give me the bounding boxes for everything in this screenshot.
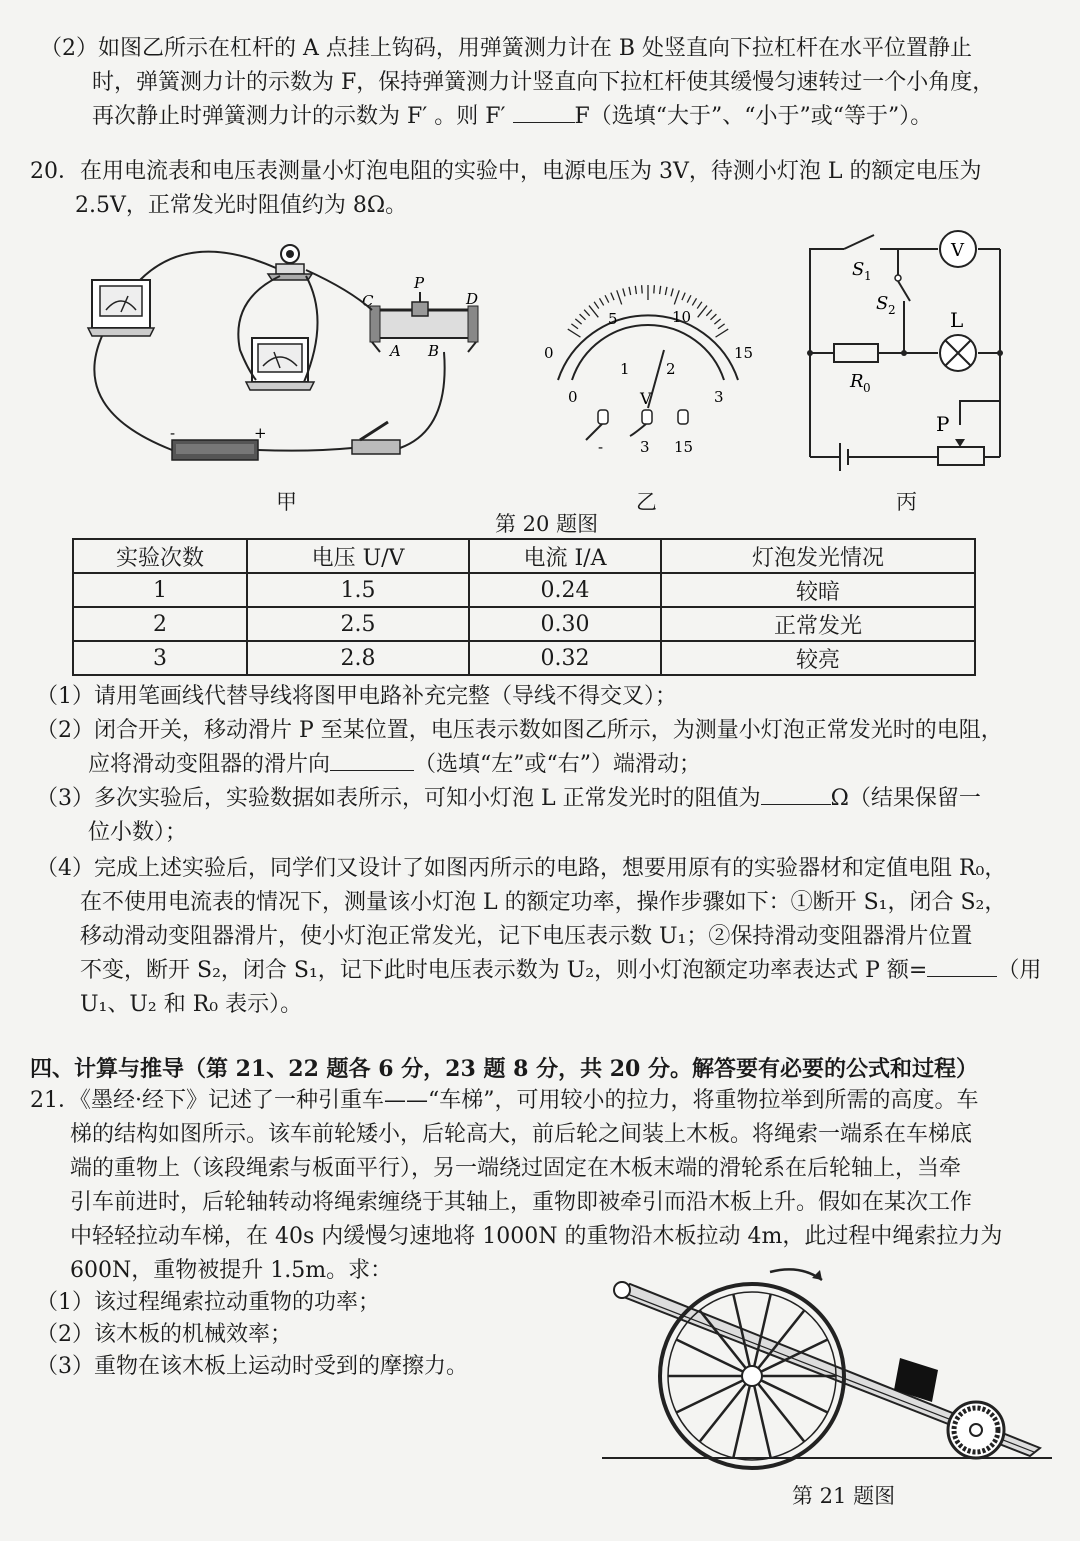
lamp-on-stand: [268, 245, 312, 280]
q20-sub2-blank[interactable]: [330, 748, 414, 771]
schematic-S2-sub: 2: [888, 303, 896, 317]
rheostat: [370, 292, 478, 352]
terminals: [598, 410, 688, 424]
dial-tick: [605, 295, 609, 302]
dial-tick: [594, 302, 599, 309]
q20-stem-line1: 20．在用电流表和电压表测量小灯泡电阻的实验中，电源电压为 3V，待测小灯泡 L 的额定电压为: [30, 159, 982, 184]
bottom-tick-1: 1: [620, 360, 630, 378]
figure-20-caption: 第 20 题图: [495, 512, 599, 536]
dial-tick: [654, 285, 655, 293]
top-tick-15: 15: [734, 344, 754, 362]
table-cell: 1.5: [247, 573, 469, 607]
table-header: 实验次数: [73, 539, 247, 573]
middle-meter: [246, 338, 314, 390]
dial-tick: [629, 287, 631, 295]
dial-tick: [599, 298, 603, 305]
dial-tick: [706, 310, 712, 316]
table-row: [73, 573, 975, 607]
q20-stem-line2: 2.5V，正常发光时阻值约为 8Ω。: [75, 193, 408, 218]
table-cell: 0.30: [469, 607, 661, 641]
q21-line5: 中轻轻拉动车梯，在 40s 内缓慢匀速地将 1000N 的重物沿木板拉动 4m，此过程中绳索拉力为: [70, 1224, 1003, 1249]
schematic-R0-sub: 0: [863, 381, 871, 395]
q20-sub4-post: （用: [997, 958, 1042, 983]
dial-tick: [575, 319, 581, 324]
dial-tick: [718, 324, 725, 329]
schematic-S2: S: [876, 293, 889, 314]
q21-line2: 梯的结构如图所示。该车前轮矮小，后轮高大，前后轮之间装上木板。将绳索一端系在车梯底: [70, 1122, 973, 1147]
dial-tick: [674, 290, 679, 304]
section-4-heading: 四、计算与推导（第 21、22 题各 6 分，23 题 8 分，共 20 分。解答要有必要的公式和过程）: [30, 1056, 979, 1082]
dial-tick: [665, 287, 667, 295]
q19-answer-blank[interactable]: [513, 100, 575, 123]
q21-line4: 引车前进时，后轮轴转动将绳索缠绕于其轴上，重物即被牵引而沿木板上升。假如在某次工作: [70, 1190, 973, 1215]
dial-tick: [623, 288, 625, 296]
q21-line6: 600N，重物被提升 1.5m。求：: [70, 1258, 393, 1283]
left-meter: [88, 280, 154, 336]
q20-sub3-blank[interactable]: [761, 782, 831, 805]
battery-plus-label: +: [254, 424, 267, 442]
schematic-S1-sub: 1: [864, 269, 872, 283]
dial-tick: [611, 293, 614, 301]
q21-sub2: （2）该木板的机械效率；: [36, 1322, 292, 1347]
terminal-minus: -: [598, 438, 604, 456]
table-row: [73, 607, 975, 641]
top-tick-5: 5: [608, 310, 618, 328]
dial-tick: [571, 324, 578, 329]
wheel-spoke: [761, 1380, 828, 1412]
switch: [352, 422, 400, 454]
table-cell: 3: [73, 641, 247, 675]
wheel-spoke: [676, 1380, 743, 1412]
table-header-row: [73, 539, 975, 573]
dial-tick: [714, 319, 720, 324]
q20-sub4-line4: [80, 954, 1041, 988]
figure-jia-circuit: [80, 240, 500, 480]
table-cell: 0.32: [469, 641, 661, 675]
q20-sub2-pre: 应将滑动变阻器的滑片向: [88, 752, 331, 777]
figure-21-cart-ladder: [600, 1258, 1060, 1472]
q21-sub3: （3）重物在该木板上运动时受到的摩擦力。: [36, 1354, 468, 1379]
table-row: [73, 641, 975, 675]
label-yi: 乙: [636, 490, 657, 514]
experiment-table: [72, 538, 976, 676]
table-cell: 较亮: [661, 641, 975, 675]
q20-sub3-line1: [36, 782, 981, 816]
dial-tick: [660, 286, 661, 294]
label-D: D: [466, 290, 479, 308]
table-cell: 正常发光: [661, 607, 975, 641]
q20-sub2-line2: [88, 748, 701, 782]
figure-21-caption: 第 21 题图: [792, 1484, 896, 1508]
table-header: 灯泡发光情况: [661, 539, 975, 573]
dial-tick: [580, 314, 586, 320]
dial-ticks: [568, 285, 728, 337]
q20-sub3-pre: （3）多次实验后，实验数据如表所示，可知小灯泡 L 正常发光时的阻值为: [36, 786, 761, 811]
table-cell: 2: [73, 607, 247, 641]
q21-line3: 端的重物上（该段绳索与板面平行），另一端绕过固定在木板末端的滑轮系在后轮轴上，当牵: [70, 1156, 962, 1181]
dial-tick: [635, 286, 636, 294]
q20-sub4-blank[interactable]: [927, 954, 997, 977]
q21-sub1: （1）该过程绳索拉动重物的功率；: [36, 1290, 380, 1315]
q19-2-line2: 时，弹簧测力计的示数为 F，保持弹簧测力计竖直向下拉杠杆使其缓慢匀速转过一个小角度，: [92, 70, 995, 95]
q20-sub4-line1: （4）完成上述实验后，同学们又设计了如图丙所示的电路，想要用原有的实验器材和定值电阻 R₀，: [36, 856, 1007, 881]
dial-tick: [617, 290, 622, 304]
q19-2-line3-post: F（选填“大于”、“小于”或“等于”）。: [574, 104, 933, 129]
q20-sub2-post: （选填“左”或“右”）端滑动；: [414, 752, 702, 777]
q20-sub4-pre: 不变，断开 S₂，闭合 S₁，记下此时电压表示数为 U₂，则小灯泡额定功率表达式 P 额=: [80, 958, 928, 983]
label-C: C: [362, 292, 374, 310]
table-cell: 2.5: [247, 607, 469, 641]
label-A: A: [390, 342, 401, 360]
dial-tick: [710, 314, 716, 320]
q19-2-line1: （2）如图乙所示在杠杆的 A 点挂上钩码，用弹簧测力计在 B 处竖直向下拉杠杆在水平位置静止: [40, 36, 973, 61]
dial-tick: [716, 329, 729, 337]
table-cell: 0.24: [469, 573, 661, 607]
schematic-P: P: [936, 412, 950, 436]
bottom-tick-3: 3: [714, 388, 724, 406]
table-cell: 较暗: [661, 573, 975, 607]
q20-sub3-line2: 位小数）；: [88, 820, 188, 845]
dial-tick: [671, 288, 673, 296]
table-cell: 1: [73, 573, 247, 607]
q20-sub3-post: Ω（结果保留一: [830, 786, 981, 811]
schematic-L: L: [950, 308, 964, 332]
battery-minus-label: -: [170, 424, 176, 442]
schematic-S1: S: [852, 259, 865, 280]
q20-sub1: （1）请用笔画线代替导线将图甲电路补充完整（导线不得交叉）；: [36, 684, 677, 709]
figure-bing-schematic: [800, 225, 1020, 475]
battery: [172, 440, 258, 460]
dial-tick: [584, 310, 590, 316]
q19-2-line3: [92, 100, 932, 134]
top-tick-10: 10: [672, 308, 692, 326]
bottom-tick-0: 0: [568, 388, 578, 406]
label-B: B: [428, 342, 440, 360]
table-header: 电流 I/A: [469, 539, 661, 573]
q20-sub4-line2: 在不使用电流表的情况下，测量该小灯泡 L 的额定功率，操作步骤如下：①断开 S₁，闭合 S₂，: [80, 890, 1007, 915]
schematic-V: V: [951, 240, 964, 261]
label-bing: 丙: [896, 490, 917, 514]
label-P-rheostat: P: [414, 274, 425, 292]
dial-tick: [687, 295, 691, 302]
q21-line1: 21．《墨经·经下》记述了一种引重车——“车梯”，可用较小的拉力，将重物拉举到所需的高度。车: [30, 1088, 979, 1113]
dial-tick: [568, 329, 581, 337]
dial-tick: [642, 285, 643, 293]
table-header: 电压 U/V: [247, 539, 469, 573]
top-tick-0: 0: [544, 344, 554, 362]
bottom-tick-2: 2: [666, 360, 676, 378]
dial-tick: [697, 302, 702, 309]
schematic-R0: R: [850, 371, 864, 392]
table-cell: 2.8: [247, 641, 469, 675]
terminal-3: 3: [640, 438, 650, 456]
terminal-15: 15: [674, 438, 694, 456]
figure-yi-voltmeter: [530, 300, 760, 460]
q20-sub2-line1: （2）闭合开关，移动滑片 P 至某位置，电压表示数如图乙所示，为测量小灯泡正常发光时的电阻，: [36, 718, 1003, 743]
label-jia: 甲: [276, 490, 297, 514]
dial-tick: [589, 306, 598, 318]
dial-tick: [692, 298, 696, 305]
unit-V: V: [640, 389, 652, 408]
wheel-spoke: [676, 1340, 743, 1372]
dial-tick: [698, 306, 707, 318]
q20-sub4-line5: U₁、U₂ 和 R₀ 表示）。: [80, 992, 303, 1017]
q19-2-line3-pre: 再次静止时弹簧测力计的示数为 F′ 。则 F′: [92, 104, 506, 129]
q20-sub4-line3: 移动滑动变阻器滑片，使小灯泡正常发光，记下电压表示数 U₁；②保持滑动变阻器滑片位置: [80, 924, 973, 949]
dial-tick: [682, 293, 685, 301]
